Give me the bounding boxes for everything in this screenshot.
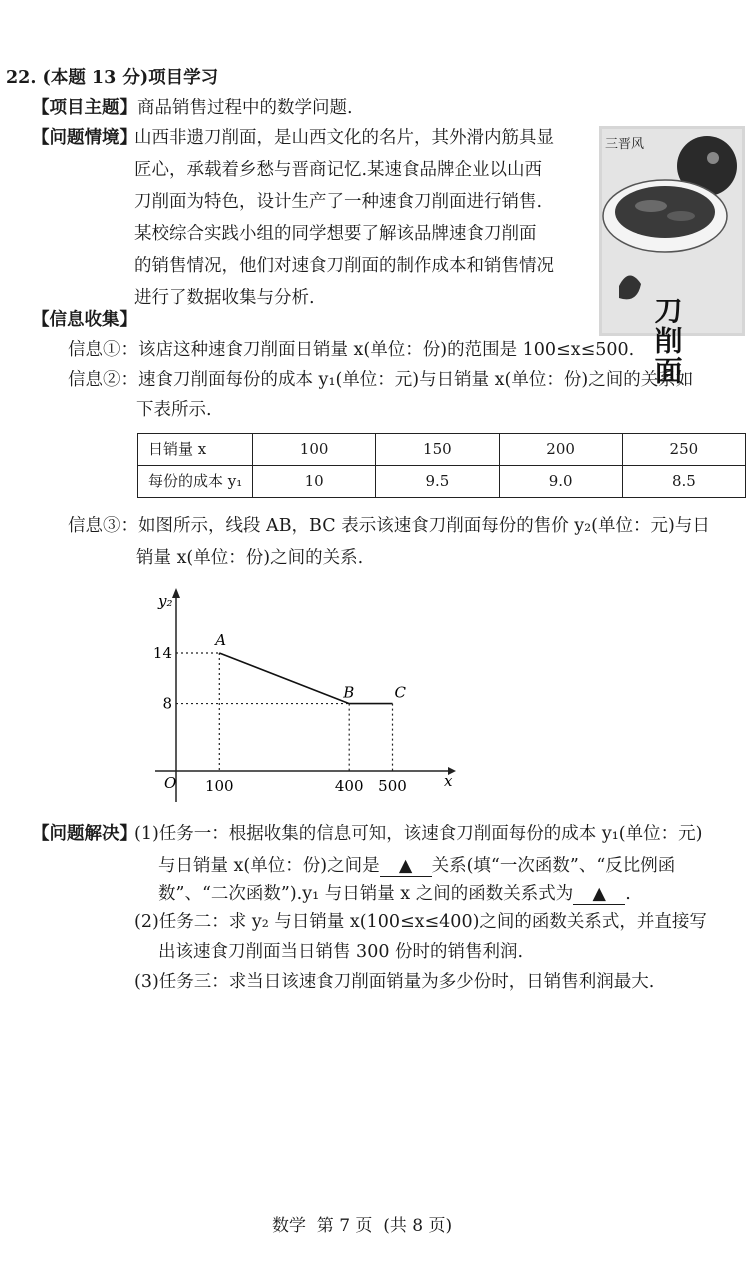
- context-tag: 【问题情境】: [32, 128, 137, 148]
- calligraphy-title: 刀削面: [650, 296, 684, 386]
- x-tick-label: 100: [204, 777, 234, 795]
- table-cell: 10: [253, 466, 376, 498]
- table-cell: 150: [376, 434, 499, 466]
- answer-blank-2[interactable]: ▲: [573, 886, 625, 905]
- table-cell: 100: [253, 434, 376, 466]
- task1-line1: (1)任务一：根据收集的信息可知，该速食刀削面每份的成本 y₁(单位：元): [134, 824, 703, 844]
- task1-text: 关系(填“一次函数”、“反比例函: [431, 856, 676, 876]
- point-label: C: [394, 683, 406, 702]
- context-line: 刀削面为特色，设计生产了一种速食刀削面进行销售.: [134, 192, 543, 212]
- task1-text: 数”、“二次函数”).y₁ 与日销量 x 之间的函数关系式为: [158, 884, 574, 904]
- theme-tag: 【项目主题】: [32, 98, 137, 118]
- info3-line1: 信息③：如图所示，线段 AB，BC 表示该速食刀削面每份的售价 y₂(单位：元)与日: [68, 516, 710, 536]
- x-tick-label: 400: [334, 777, 364, 795]
- x-tick-label: 500: [378, 777, 407, 795]
- noodle-photo: [599, 126, 745, 386]
- table-cell: 9.5: [376, 466, 499, 498]
- table-cell: 200: [499, 434, 622, 466]
- table-row: [138, 434, 746, 466]
- origin-label: O: [164, 774, 177, 792]
- task3: (3)任务三：求当日该速食刀削面销量为多少份时，日销售利润最大.: [134, 972, 655, 992]
- task1-line2: [158, 858, 675, 877]
- context-line: 匠心，承载着乡愁与晋商记忆.某速食品牌企业以山西: [134, 160, 543, 180]
- segment-ab: [219, 653, 349, 704]
- task2-line1: (2)任务二：求 y₂ 与日销量 x(100≤x≤400)之间的函数关系式，并直接写: [134, 912, 707, 932]
- x-axis-label: x: [444, 772, 453, 790]
- point-label: A: [215, 631, 227, 649]
- table-row: [138, 466, 746, 498]
- context-line: 进行了数据收集与分析.: [134, 288, 315, 308]
- y-tick-label: 14: [152, 644, 172, 662]
- calligraphy-top: 三晋风: [605, 137, 645, 152]
- theme-line: [32, 100, 353, 118]
- info1: 信息①：该店这种速食刀削面日销量 x(单位：份)的范围是 100≤x≤500.: [68, 340, 635, 360]
- y-axis-arrow: [172, 588, 180, 598]
- theme-text: 商品销售过程中的数学问题.: [137, 98, 353, 118]
- question-header: 22. (本题 13 分)项目学习: [6, 68, 219, 88]
- task1-text: 与日销量 x(单位：份)之间是: [158, 856, 380, 876]
- info2-line2: 下表所示.: [136, 400, 212, 420]
- point-label: B: [343, 683, 355, 702]
- answer-blank-1[interactable]: ▲: [380, 858, 432, 877]
- cost-table: [137, 433, 746, 498]
- table-row-label: 每份的成本 y₁: [138, 466, 253, 498]
- context-line: 的销售情况，他们对速食刀削面的制作成本和销售情况: [134, 256, 554, 276]
- info2-line1: 信息②：速食刀削面每份的成本 y₁(单位：元)与日销量 x(单位：份)之间的关系如: [68, 370, 694, 390]
- table-cell: 9.0: [499, 466, 622, 498]
- info-tag: 【信息收集】: [32, 310, 137, 330]
- table-cell: 8.5: [622, 466, 745, 498]
- page-footer: 数学 第 7 页 (共 8 页): [272, 1216, 453, 1236]
- table-cell: 250: [622, 434, 745, 466]
- context-line: 某校综合实践小组的同学想要了解该品牌速食刀削面: [134, 224, 537, 244]
- y-tick-label: 8: [162, 694, 172, 713]
- table-row-label: 日销量 x: [138, 434, 253, 466]
- context-line: 山西非遗刀削面，是山西文化的名片，其外滑内筋具显: [134, 128, 554, 148]
- solve-tag: 【问题解决】: [32, 824, 137, 844]
- y-axis-label: y₂: [158, 592, 173, 610]
- price-graph: [140, 580, 460, 810]
- info3-line2: 销量 x(单位：份)之间的关系.: [136, 548, 364, 568]
- task2-line2: 出该速食刀削面当日销售 300 份时的销售利润.: [158, 942, 524, 962]
- task1-text: .: [625, 884, 631, 904]
- task1-line3: [158, 886, 631, 905]
